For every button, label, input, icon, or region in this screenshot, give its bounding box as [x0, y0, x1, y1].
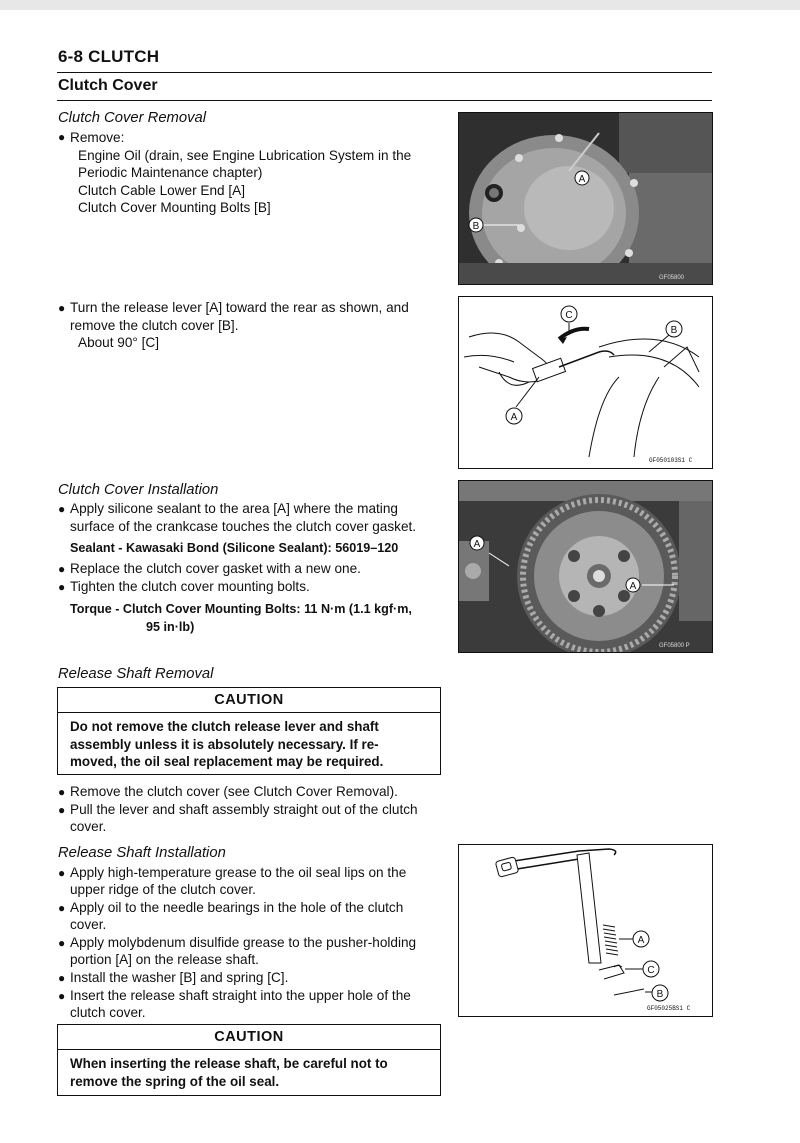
caution-line: moved, the oil seal replacement may be required. [70, 754, 384, 769]
install-step-cont: portion [A] on the release shaft. [70, 952, 259, 967]
shaft-removal-heading: Release Shaft Removal [58, 666, 214, 682]
torque-spec: Torque - Clutch Cover Mounting Bolts: 11 N·m (1.1 kgf·m, [70, 602, 412, 616]
installation-heading: Clutch Cover Installation [58, 482, 219, 498]
figure-clutch-cover-photo [458, 112, 713, 285]
fig2-label-a: A [510, 412, 518, 423]
bullet-icon: ● [58, 936, 66, 950]
fig3-label-a-right: A [629, 581, 637, 592]
remove-label: Remove: [70, 130, 125, 145]
caution-box-removal [57, 687, 441, 775]
section-rule [57, 100, 712, 101]
turn-line: Turn the release lever [A] toward the rear as shown, and [70, 300, 409, 315]
fig4-label-c: C [647, 965, 655, 976]
fig2-label-c: C [565, 310, 573, 321]
bullet-icon: ● [58, 971, 66, 985]
fig4-label-a: A [637, 935, 645, 946]
install-step: Apply high-temperature grease to the oil seal lips on the [70, 865, 407, 880]
removal-item: Clutch Cable Lower End [A] [78, 183, 245, 198]
section-title: Clutch Cover [58, 77, 158, 94]
bullet-icon: ● [58, 502, 66, 516]
fig3-label-a-left: A [473, 539, 481, 550]
caution-line: remove the spring of the oil seal. [70, 1073, 280, 1089]
install-step-cont: upper ridge of the clutch cover. [70, 882, 256, 897]
bullet-icon: ● [58, 866, 66, 880]
figure-release-shaft-drawing [458, 844, 713, 1017]
figure-clutch-sealant-photo [458, 480, 713, 653]
caution-title: CAUTION [58, 688, 440, 713]
chapter-title: 6-8 CLUTCH [58, 47, 160, 66]
caution-line: When inserting the release shaft, be careful not to [70, 1056, 388, 1071]
shaft-installation-heading: Release Shaft Installation [58, 845, 226, 861]
top-bar [0, 0, 800, 10]
about-text: About 90° [C] [78, 335, 160, 350]
fig1-label-b: B [472, 221, 480, 232]
fig2-label-b: B [670, 325, 678, 336]
bullet-icon: ● [58, 785, 66, 799]
tighten-bolts: Tighten the clutch cover mounting bolts. [70, 579, 310, 594]
bullet-icon: ● [58, 301, 66, 315]
install-step: Apply oil to the needle bearings in the hole of the clutch [70, 900, 404, 915]
apply-line: Apply silicone sealant to the area [A] where the mating [70, 501, 398, 516]
caution-line: Do not remove the clutch release lever and shaft [70, 719, 379, 734]
removal-heading: Clutch Cover Removal [58, 110, 207, 126]
fig1-code: GF05800 [659, 275, 685, 281]
caution-box-installation [57, 1024, 441, 1096]
bullet-icon: ● [58, 580, 66, 594]
torque-spec-cont: 95 in·lb) [146, 620, 195, 634]
bullet-icon: ● [58, 562, 66, 576]
removal-step: Remove the clutch cover (see Clutch Cover Removal). [70, 784, 398, 799]
turn-line: remove the clutch cover [B]. [70, 318, 239, 333]
install-step: Install the washer [B] and spring [C]. [70, 970, 289, 985]
removal-step: Pull the lever and shaft assembly straight out of the clutch [70, 802, 418, 817]
bullet-icon: ● [58, 130, 66, 144]
bullet-icon: ● [58, 989, 66, 1003]
sealant-spec: Sealant - Kawasaki Bond (Silicone Sealant): 56019–120 [70, 541, 399, 555]
removal-item: Engine Oil (drain, see Engine Lubrication System in the [78, 148, 412, 163]
fig4-code: GF05025BS1 C [647, 1005, 691, 1012]
fig3-code: GF05800 P [659, 643, 690, 649]
bullet-icon: ● [58, 901, 66, 915]
install-step: Insert the release shaft straight into the upper hole of the [70, 988, 411, 1003]
apply-line: surface of the crankcase touches the clutch cover gasket. [70, 519, 417, 534]
figure-release-lever-drawing [458, 296, 713, 469]
fig4-label-b: B [656, 989, 664, 1000]
replace-gasket: Replace the clutch cover gasket with a new one. [70, 561, 361, 576]
bullet-icon: ● [58, 803, 66, 817]
removal-item: Periodic Maintenance chapter) [78, 165, 263, 180]
fig1-label-a: A [578, 174, 586, 185]
caution-line: assembly unless it is absolutely necessary. If re- [70, 736, 379, 752]
fig2-code: GF050103S1 C [649, 457, 693, 464]
install-step-cont: cover. [70, 917, 107, 932]
removal-item: Clutch Cover Mounting Bolts [B] [78, 200, 271, 215]
removal-step-cont: cover. [70, 819, 107, 834]
caution-title: CAUTION [58, 1025, 440, 1050]
install-step-cont: clutch cover. [70, 1005, 146, 1020]
install-step: Apply molybdenum disulfide grease to the pusher-holding [70, 935, 417, 950]
chapter-rule [57, 72, 712, 73]
